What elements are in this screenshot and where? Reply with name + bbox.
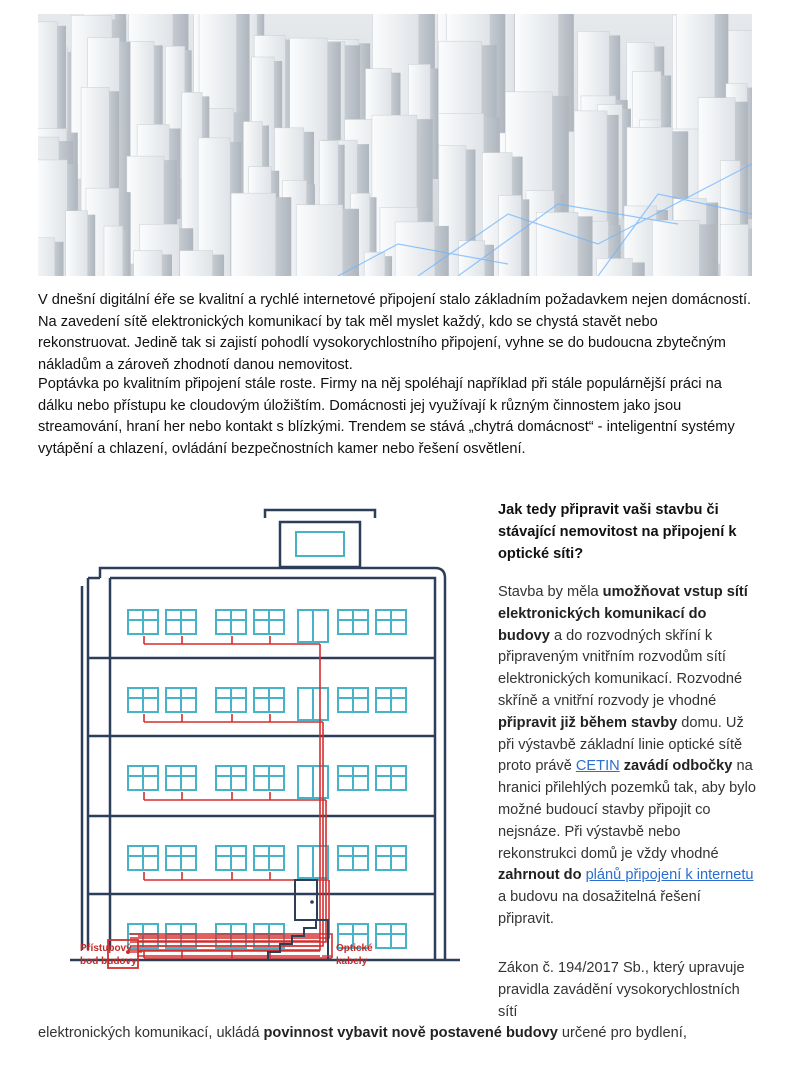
section-heading: Jak tedy připravit vaši stavbu či stávající nemovitost na připojení k optické síti? xyxy=(498,502,737,562)
law-continuation: elektronických komunikací, ukládá povinnost vybavit nově postavené budovy určené pro bydlení, xyxy=(38,1025,687,1041)
roof-window xyxy=(296,532,344,556)
cetin-link[interactable]: CETIN xyxy=(575,758,620,775)
building-frame xyxy=(70,510,460,960)
hero-image xyxy=(38,14,752,276)
entrance-door xyxy=(295,880,317,920)
intro-paragraph: V dnešní digitální éře se kvalitní a rychlé internetové připojení stalo základním požadavkem nejen domácností. Na zavedení sítě elektronických komunikací by tak měl myslet každý, kdo se chystá stavět nebo rekonstruovat. Jedině tak si zajistí pohodlí vysokorychlostního připojení, vyhne se do budoucna zbytečným nákladům a zároveň zhodnotí danou nemovitost. xyxy=(38,292,752,373)
internet-plans-link[interactable]: plánů připojení k internetu xyxy=(585,867,754,884)
label-access-point-1: Přístupový xyxy=(80,943,132,954)
building-svg xyxy=(70,500,470,1000)
demand-paragraph: Poptávka po kvalitním připojení stále roste. Firmy na něj spoléhají například při stále populárnější práci na dálku nebo přístupu ke cloudovým úložištím. Domácnosti jej využívají k různým činnostem jako jsou streamování, hraní her nebo kontakt s blízkými. Trendem se stává „chytrá domácnost“ - inteligentní systémy vytápění a chlazení, ovládání bezpečnostních kamer nebo řešení osvětlení. xyxy=(38,376,735,457)
bold-entry-requirement: umožňovat vstup sítí elektronických komunikací do budovy xyxy=(498,584,748,644)
label-access-point-2: bod budovy xyxy=(80,956,137,967)
bold-branches: zavádí odbočky xyxy=(623,758,733,775)
stairs xyxy=(268,920,328,960)
label-cables-1: Optické xyxy=(336,943,373,954)
building-diagram xyxy=(70,500,470,1000)
law-paragraph: Zákon č. 194/2017 Sb., který upravuje pravidla zavádění vysokorychlostních sítí xyxy=(498,960,745,1020)
bold-prepare-during-build: připravit již během stavby xyxy=(498,714,678,731)
city-illustration xyxy=(38,14,752,276)
bold-include: zahrnout do xyxy=(498,867,582,884)
section-body: Stavba by měla umožňovat vstup sítí elektronických komunikací do budovy a do rozvodných skříní k připraveným vnitřním rozvodům sítí elektronických komunikací. Rozvodné skříně a vnitřní rozvody je vhodné připravit již během stavby domu. Už při výstavbě základní linie optické sítě proto právě CETIN zavádí odbočky na hranici přilehlých pozemků tak, aby bylo možné budoucí stavby připojit co nejsnáze. Při výstavbě nebo rekonstrukci domů je vždy vhodné zahrnout do plánů připojení k internetu a budovu na dosažitelná řešení připravit. xyxy=(498,584,756,927)
bold-obligation: povinnost vybavit nově postavené budovy xyxy=(263,1025,558,1041)
label-cables-2: kabely xyxy=(336,956,368,967)
riser-cable xyxy=(130,880,329,938)
